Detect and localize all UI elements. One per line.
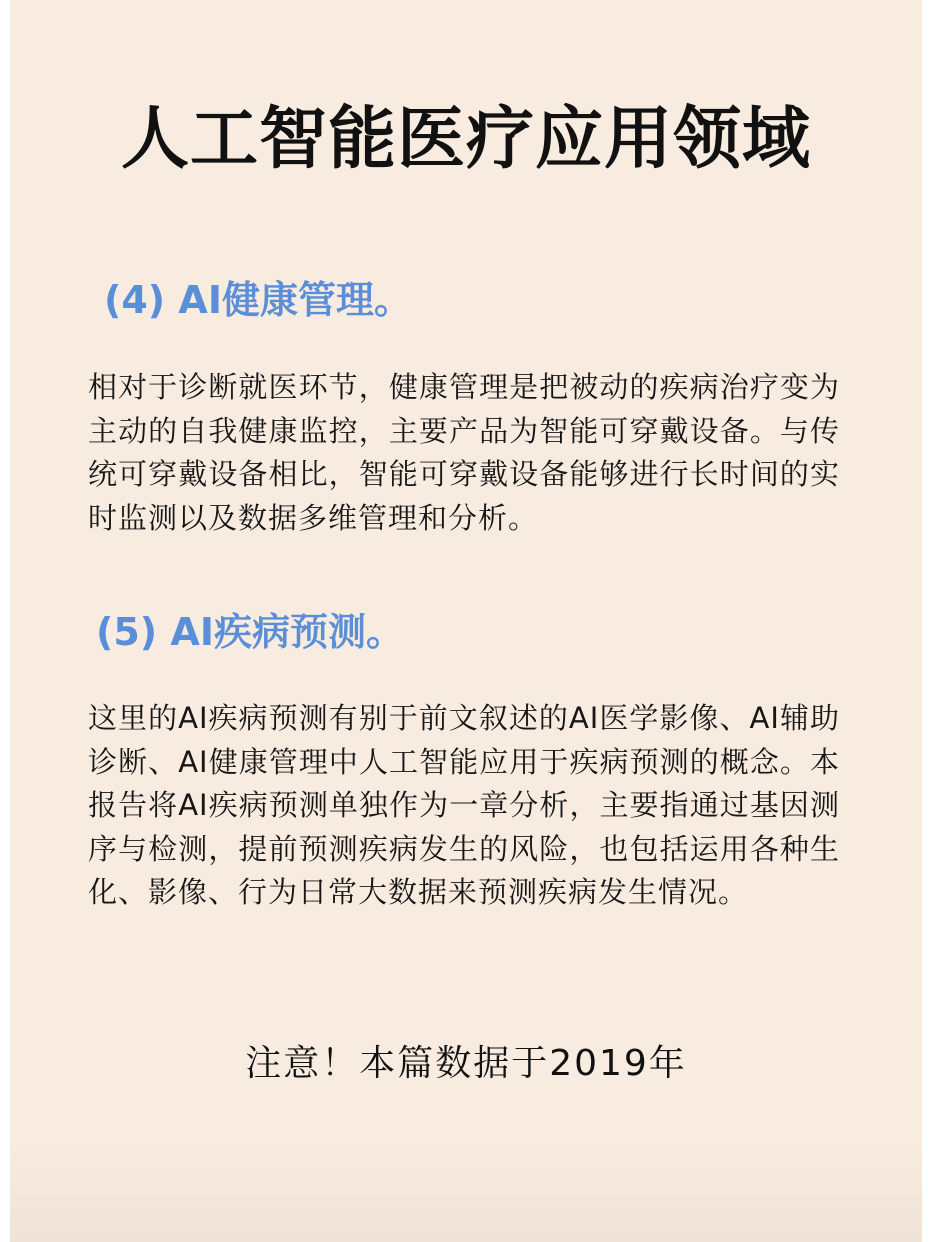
section-body-health-management: 相对于诊断就医环节，健康管理是把被动的疾病治疗变为主动的自我健康监控，主要产品为智能可穿戴设备。与传统可穿戴设备相比，智能可穿戴设备能够进行长时间的实时监测以及数据多维管理和分析。 — [88, 370, 840, 535]
section-body-disease-prediction: 这里的AI疾病预测有别于前文叙述的AI医学影像、AI辅助诊断、AI健康管理中人工智能应用于疾病预测的概念。本报告将AI疾病预测单独作为一章分析，主要指通过基因测序与检测，提前预测疾病发生的风险，也包括运用各种生化、影像、行为日常大数据来预测疾病发生情况。 — [88, 701, 840, 909]
page-title: 人工智能医疗应用领域 — [120, 100, 811, 179]
data-year-note: 注意！本篇数据于2019年 — [245, 1043, 687, 1084]
section-heading-disease-prediction: (5) AI疾病预测。 — [96, 610, 404, 654]
section-heading-health-management: (4) AI健康管理。 — [104, 278, 412, 322]
